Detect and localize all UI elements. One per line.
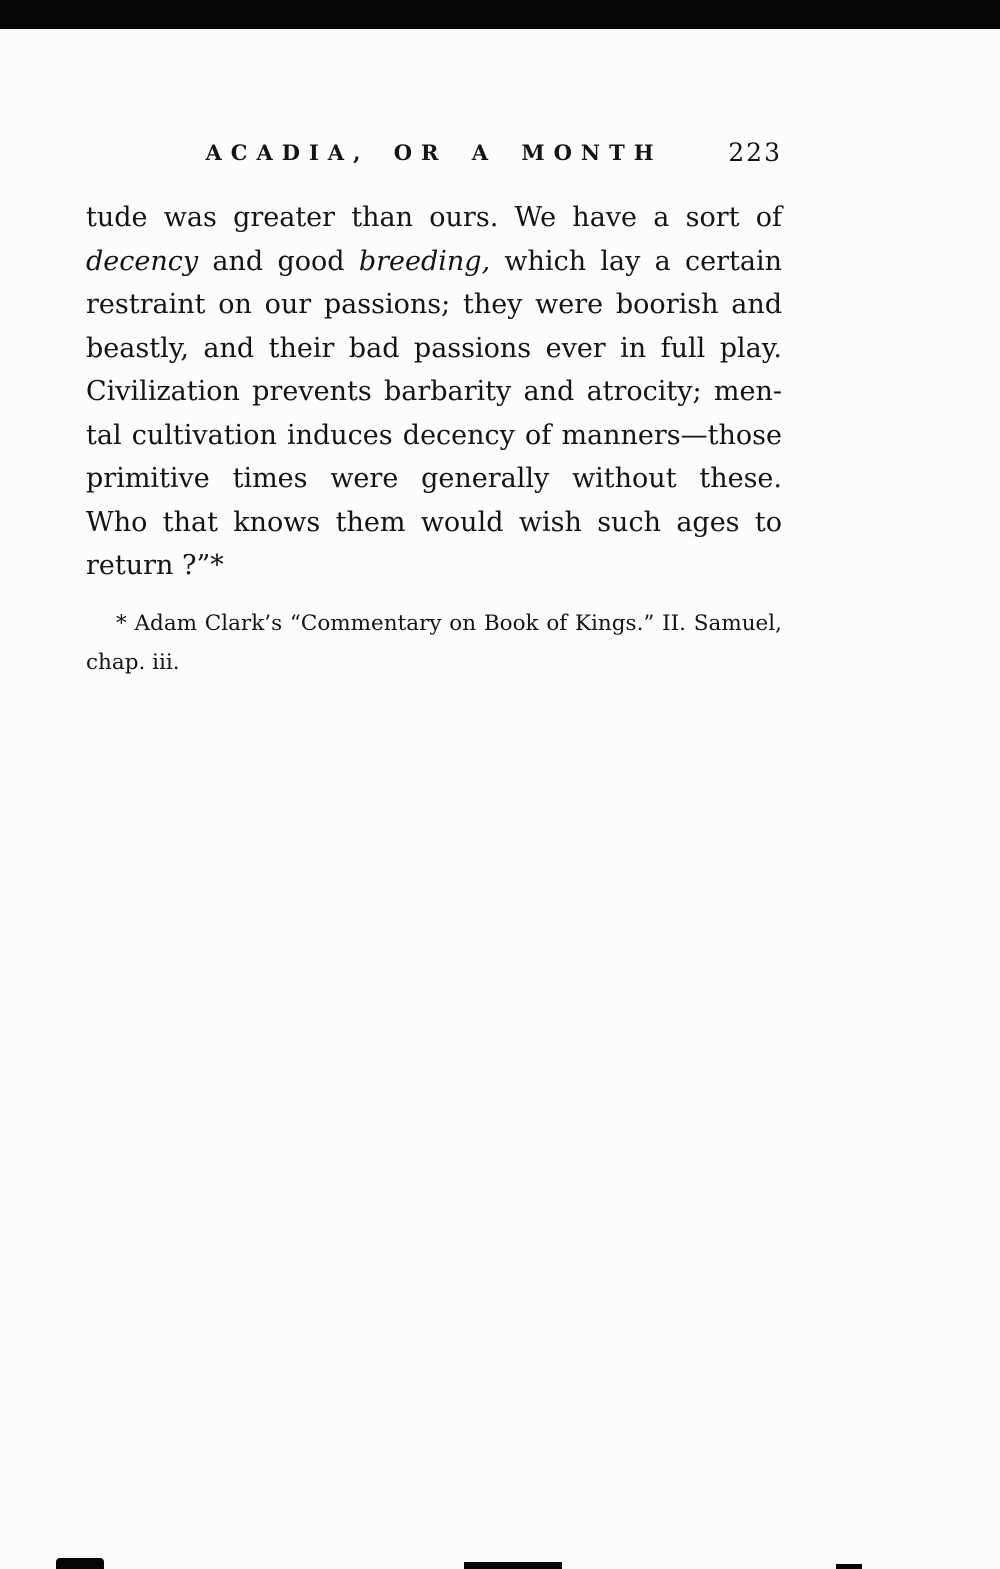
scan-artifact: [464, 1562, 562, 1569]
text-segment: primitive times were generally without these.: [86, 463, 782, 494]
page-number: 223: [728, 138, 782, 167]
scan-border-top: [0, 0, 1000, 29]
body-paragraph: [86, 196, 782, 588]
text-line: [86, 196, 782, 240]
page-content: [86, 140, 782, 682]
text-line: [86, 501, 782, 545]
text-line: [86, 370, 782, 414]
italic-word: decency: [86, 245, 199, 277]
scan-artifact: [836, 1564, 862, 1569]
footnote-line: * Adam Clark’s “Commentary on Book of Kings.” II. Samuel,: [116, 610, 782, 636]
text-segment: Who that knows them would wish such ages to: [86, 506, 782, 538]
running-header-title: ACADIA, OR A MONTH: [205, 140, 663, 165]
text-segment: Civilization prevents barbarity and atrocity; men-: [86, 376, 782, 407]
scan-artifact: [56, 1558, 104, 1569]
footnote-line: chap. iii.: [86, 649, 180, 675]
text-segment: tal cultivation induces decency of manners—those: [86, 419, 782, 451]
text-line: [86, 457, 782, 501]
text-line: [86, 240, 782, 284]
text-segment: tude was greater than ours. We have a sort of: [86, 202, 782, 233]
footnote: [86, 604, 782, 682]
text-line: [86, 414, 782, 458]
text-line: [86, 283, 782, 327]
italic-word: breeding,: [358, 245, 491, 277]
text-segment: beastly, and their bad passions ever in full play.: [86, 332, 782, 364]
text-segment: restraint on our passions; they were boorish and: [86, 289, 782, 320]
text-line: [86, 327, 782, 371]
text-segment: return ?”*: [86, 550, 224, 581]
text-segment: which lay a certain: [490, 245, 782, 277]
text-segment: and good: [198, 245, 359, 277]
text-line: [86, 544, 782, 588]
page-header: [86, 140, 782, 180]
